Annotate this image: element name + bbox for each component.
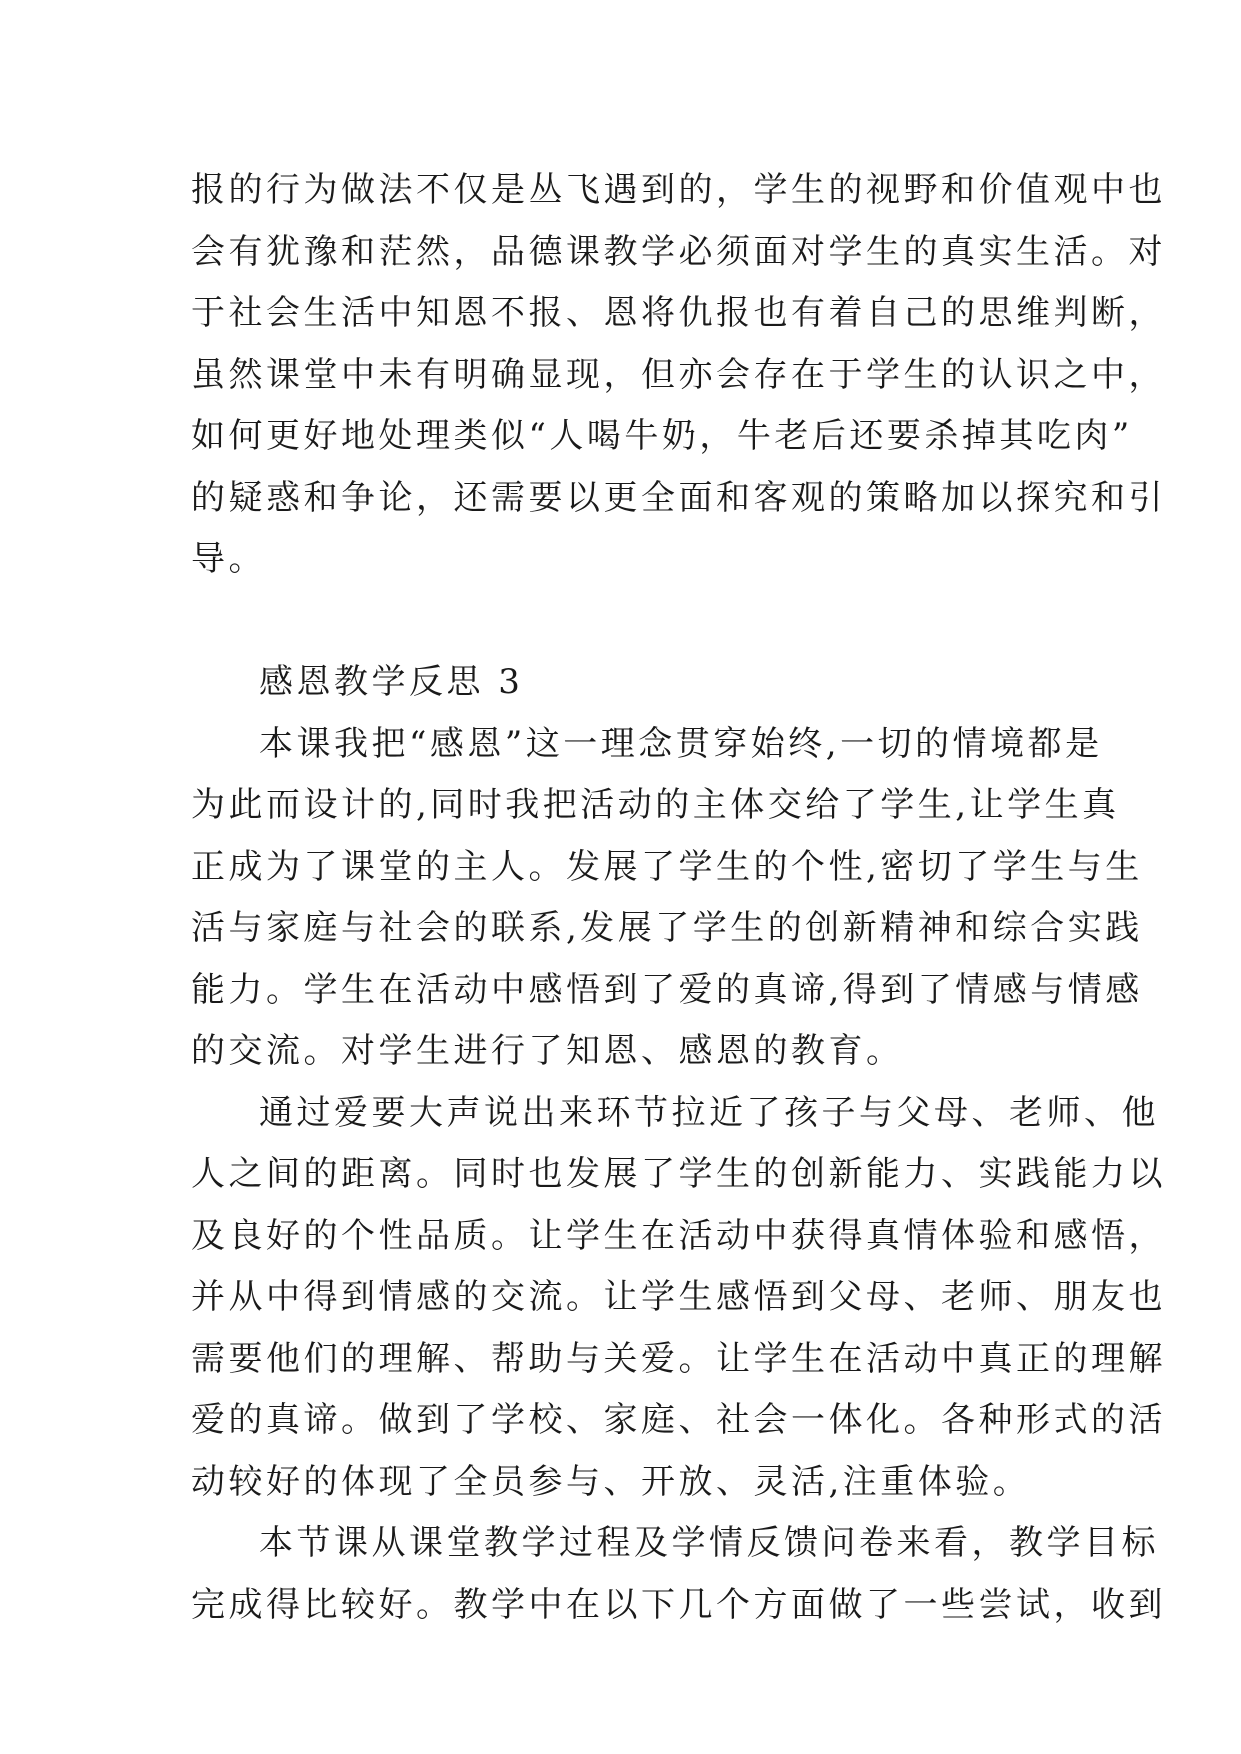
text-line: 的疑惑和争论，还需要以更全面和客观的策略加以探究和引 <box>191 477 1166 518</box>
text-line: 并从中得到情感的交流。让学生感悟到父母、老师、朋友也 <box>191 1277 1166 1317</box>
text-line: 本课我把“感恩”这一理念贯穿始终,一切的情境都是 <box>259 723 1103 764</box>
text-line: 爱的真谛。做到了学校、家庭、社会一体化。各种形式的活 <box>191 1400 1166 1440</box>
text-line: 活与家庭与社会的联系,发展了学生的创新精神和综合实践 <box>191 908 1143 948</box>
section-gap <box>191 591 1051 653</box>
text-line: 报的行为做法不仅是丛飞遇到的，学生的视野和价值观中也 <box>191 170 1166 210</box>
text-line: 导。 <box>191 539 266 579</box>
section-heading: 感恩教学反思 3 <box>259 662 524 702</box>
paragraph-2 <box>191 1083 1166 1514</box>
text-line: 能力。学生在活动中感悟到了爱的真谛,得到了情感与情感 <box>191 969 1143 1010</box>
text-line: 完成得比较好。教学中在以下几个方面做了一些尝试，收到 <box>191 1584 1166 1625</box>
paragraph-1 <box>191 714 1143 1083</box>
text-line: 为此而设计的,同时我把活动的主体交给了学生,让学生真 <box>191 785 1120 825</box>
text-line: 的交流。对学生进行了知恩、感恩的教育。 <box>191 1031 904 1071</box>
paragraph-continued <box>191 160 1166 591</box>
text-line: 如何更好地处理类似“人喝牛奶，牛老后还要杀掉其吃肉” <box>191 416 1133 456</box>
text-line: 需要他们的理解、帮助与关爱。让学生在活动中真正的理解 <box>191 1338 1166 1379</box>
text-line: 虽然课堂中未有明确显现，但亦会存在于学生的认识之中， <box>191 354 1166 395</box>
text-line: 及良好的个性品质。让学生在活动中获得真情体验和感悟， <box>191 1215 1166 1256</box>
paragraph-3 <box>191 1513 1166 1636</box>
text-line: 正成为了课堂的主人。发展了学生的个性,密切了学生与生 <box>191 846 1143 887</box>
text-line: 于社会生活中知恩不报、恩将仇报也有着自己的思维判断， <box>191 293 1166 333</box>
text-line: 会有犹豫和茫然，品德课教学必须面对学生的真实生活。对 <box>191 231 1166 272</box>
text-line: 动较好的体现了全员参与、开放、灵活,注重体验。 <box>191 1461 1031 1502</box>
text-line: 通过爱要大声说出来环节拉近了孩子与父母、老师、他 <box>259 1092 1159 1133</box>
document-body <box>191 160 1166 1636</box>
text-line: 本节课从课堂教学过程及学情反馈问卷来看，教学目标 <box>259 1523 1159 1563</box>
text-line: 人之间的距离。同时也发展了学生的创新能力、实践能力以 <box>191 1154 1166 1194</box>
